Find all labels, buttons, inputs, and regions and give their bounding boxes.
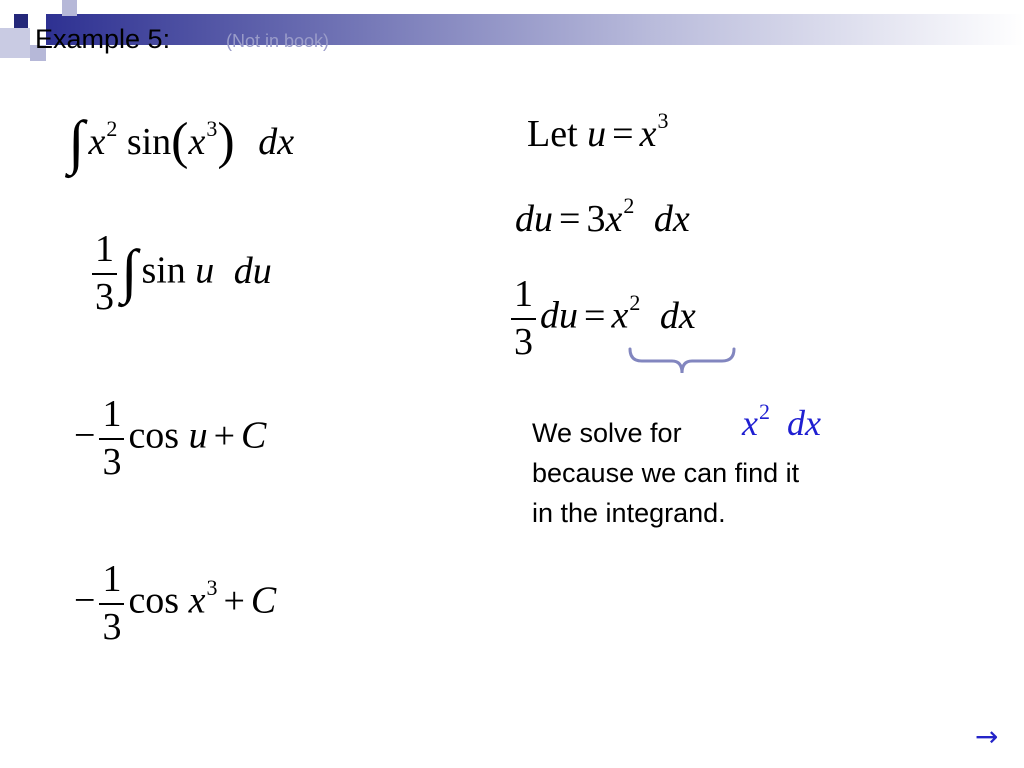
fraction: $\frac{1}{3}$ bbox=[99, 395, 124, 483]
step2-expression: $\frac{1}{3}$ ∫ sin u du bbox=[88, 230, 272, 318]
slide-title: Example 5: bbox=[35, 24, 171, 54]
fraction: $\frac{1}{3}$ bbox=[92, 230, 117, 318]
header-square-decoration bbox=[0, 28, 30, 58]
fraction: $\frac{1}{3}$ bbox=[99, 560, 124, 648]
header-gradient-bar bbox=[46, 14, 1024, 45]
note-line-2: because we can find it bbox=[532, 458, 800, 488]
right-arrow-icon[interactable]: → bbox=[975, 720, 999, 753]
note-line-1: We solve for $x^2$ dx bbox=[532, 399, 821, 448]
substitution-let: Let $u = x^3$ bbox=[527, 108, 669, 155]
step1-expression: ∫ $x^2$ $\sin(x^3)$ dx bbox=[68, 109, 295, 175]
header-square-decoration bbox=[14, 14, 28, 28]
underbrace-icon bbox=[628, 347, 736, 377]
slide-subtitle: (Not in book) bbox=[226, 31, 330, 51]
step4-expression: − $\frac{1}{3}$ $\cos x^3 + C$ bbox=[74, 558, 277, 648]
note-line-3: in the integrand. bbox=[532, 498, 726, 528]
substitution-third-du: $\frac{1}{3}$ du = $x^2$ dx bbox=[507, 275, 696, 363]
step3-expression: − $\frac{1}{3}$ cos u + C bbox=[74, 393, 267, 483]
fraction: $\frac{1}{3}$ bbox=[511, 275, 536, 363]
highlighted-expression: $x^2$ dx bbox=[742, 399, 821, 443]
header-square-decoration bbox=[62, 0, 77, 16]
explanation-note bbox=[532, 399, 892, 533]
substitution-du: du = $3x^2$ dx bbox=[515, 193, 690, 240]
